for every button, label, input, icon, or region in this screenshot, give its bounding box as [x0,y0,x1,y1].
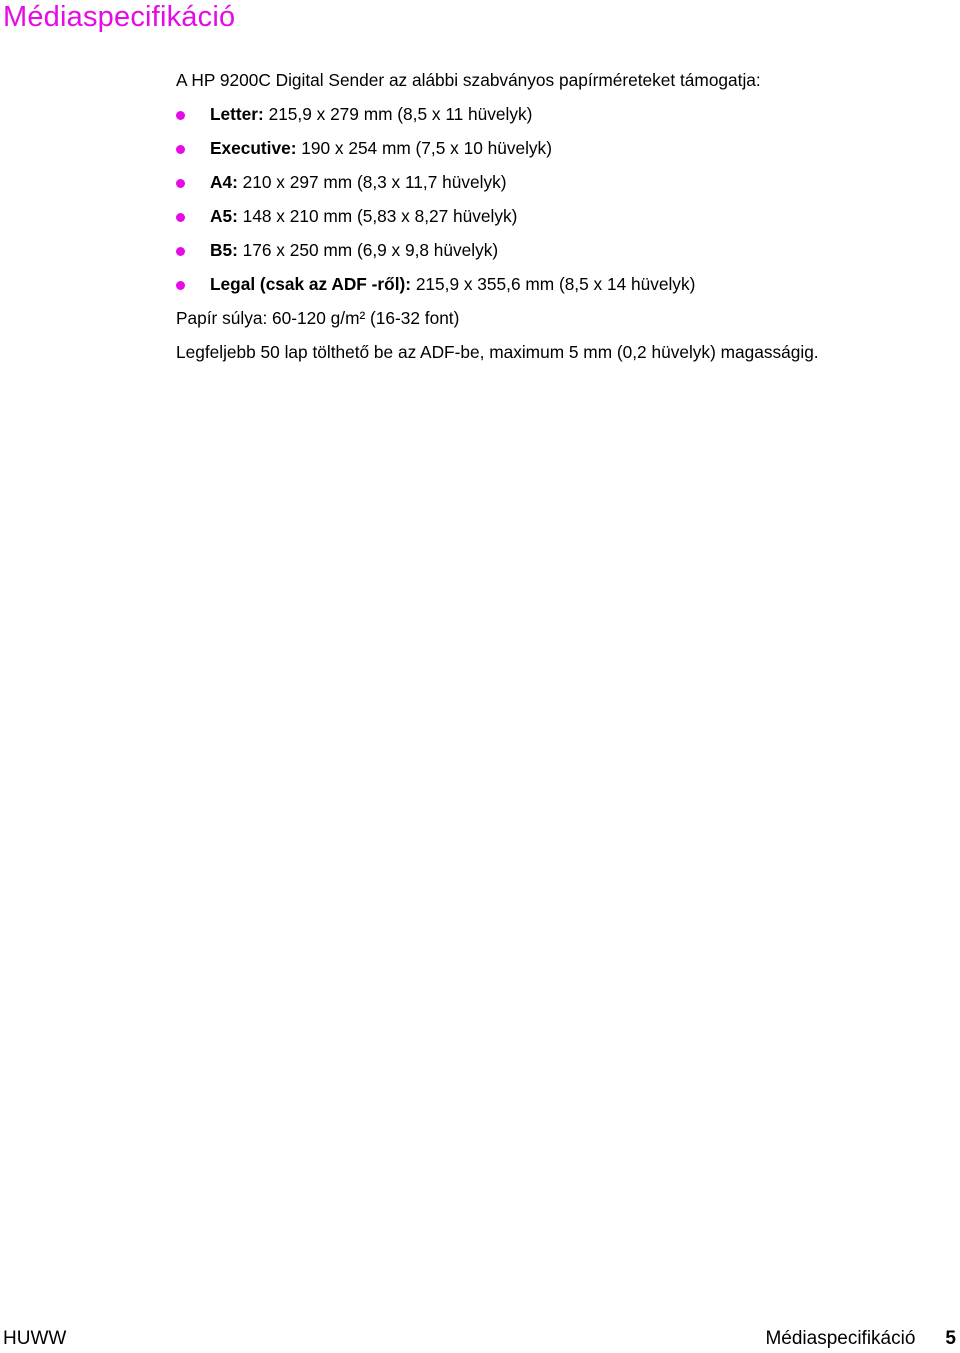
paper-size-value: 176 x 250 mm (6,9 x 9,8 hüvelyk) [237,240,499,260]
paper-size-value: 210 x 297 mm (8,3 x 11,7 hüvelyk) [237,172,507,192]
list-item [176,138,946,172]
paper-weight-text: Papír súlya: 60-120 g/m² (16-32 font) [176,308,460,328]
paper-size-list [176,104,946,308]
footer-section-title: Médiaspecifikáció [765,1328,916,1349]
bullet-icon [176,281,185,290]
bullet-icon [176,145,185,154]
paper-size-label: A4: [210,172,238,192]
paper-size-value: 148 x 210 mm (5,83 x 8,27 hüvelyk) [237,206,518,226]
list-item [176,172,946,206]
paper-size-label: Letter: [210,104,264,124]
intro-text: A HP 9200C Digital Sender az alábbi szabványos papírméreteket támogatja: [176,70,761,90]
list-item [176,206,946,240]
paper-size-label: Executive: [210,138,297,158]
paper-size-label: Legal (csak az ADF -ről): [210,274,412,294]
list-item [176,104,946,138]
paper-size-label: B5: [210,240,238,260]
page-title: Médiaspecifikáció [3,1,236,33]
footer-doc-code: HUWW [3,1328,67,1349]
paper-size-value: 215,9 x 355,6 mm (8,5 x 14 hüvelyk) [411,274,696,294]
main-content [176,70,946,376]
bullet-icon [176,179,185,188]
page-number: 5 [945,1328,956,1349]
footer-right [765,1328,956,1350]
bullet-icon [176,111,185,120]
adf-capacity-text: Legfeljebb 50 lap tölthető be az ADF-be, maximum 5 mm (0,2 hüvelyk) magasságig. [176,342,819,362]
paper-size-value: 215,9 x 279 mm (8,5 x 11 hüvelyk) [263,104,533,124]
paper-size-value: 190 x 254 mm (7,5 x 10 hüvelyk) [296,138,552,158]
bullet-icon [176,213,185,222]
list-item [176,274,946,308]
bullet-icon [176,247,185,256]
list-item [176,240,946,274]
paper-size-label: A5: [210,206,238,226]
